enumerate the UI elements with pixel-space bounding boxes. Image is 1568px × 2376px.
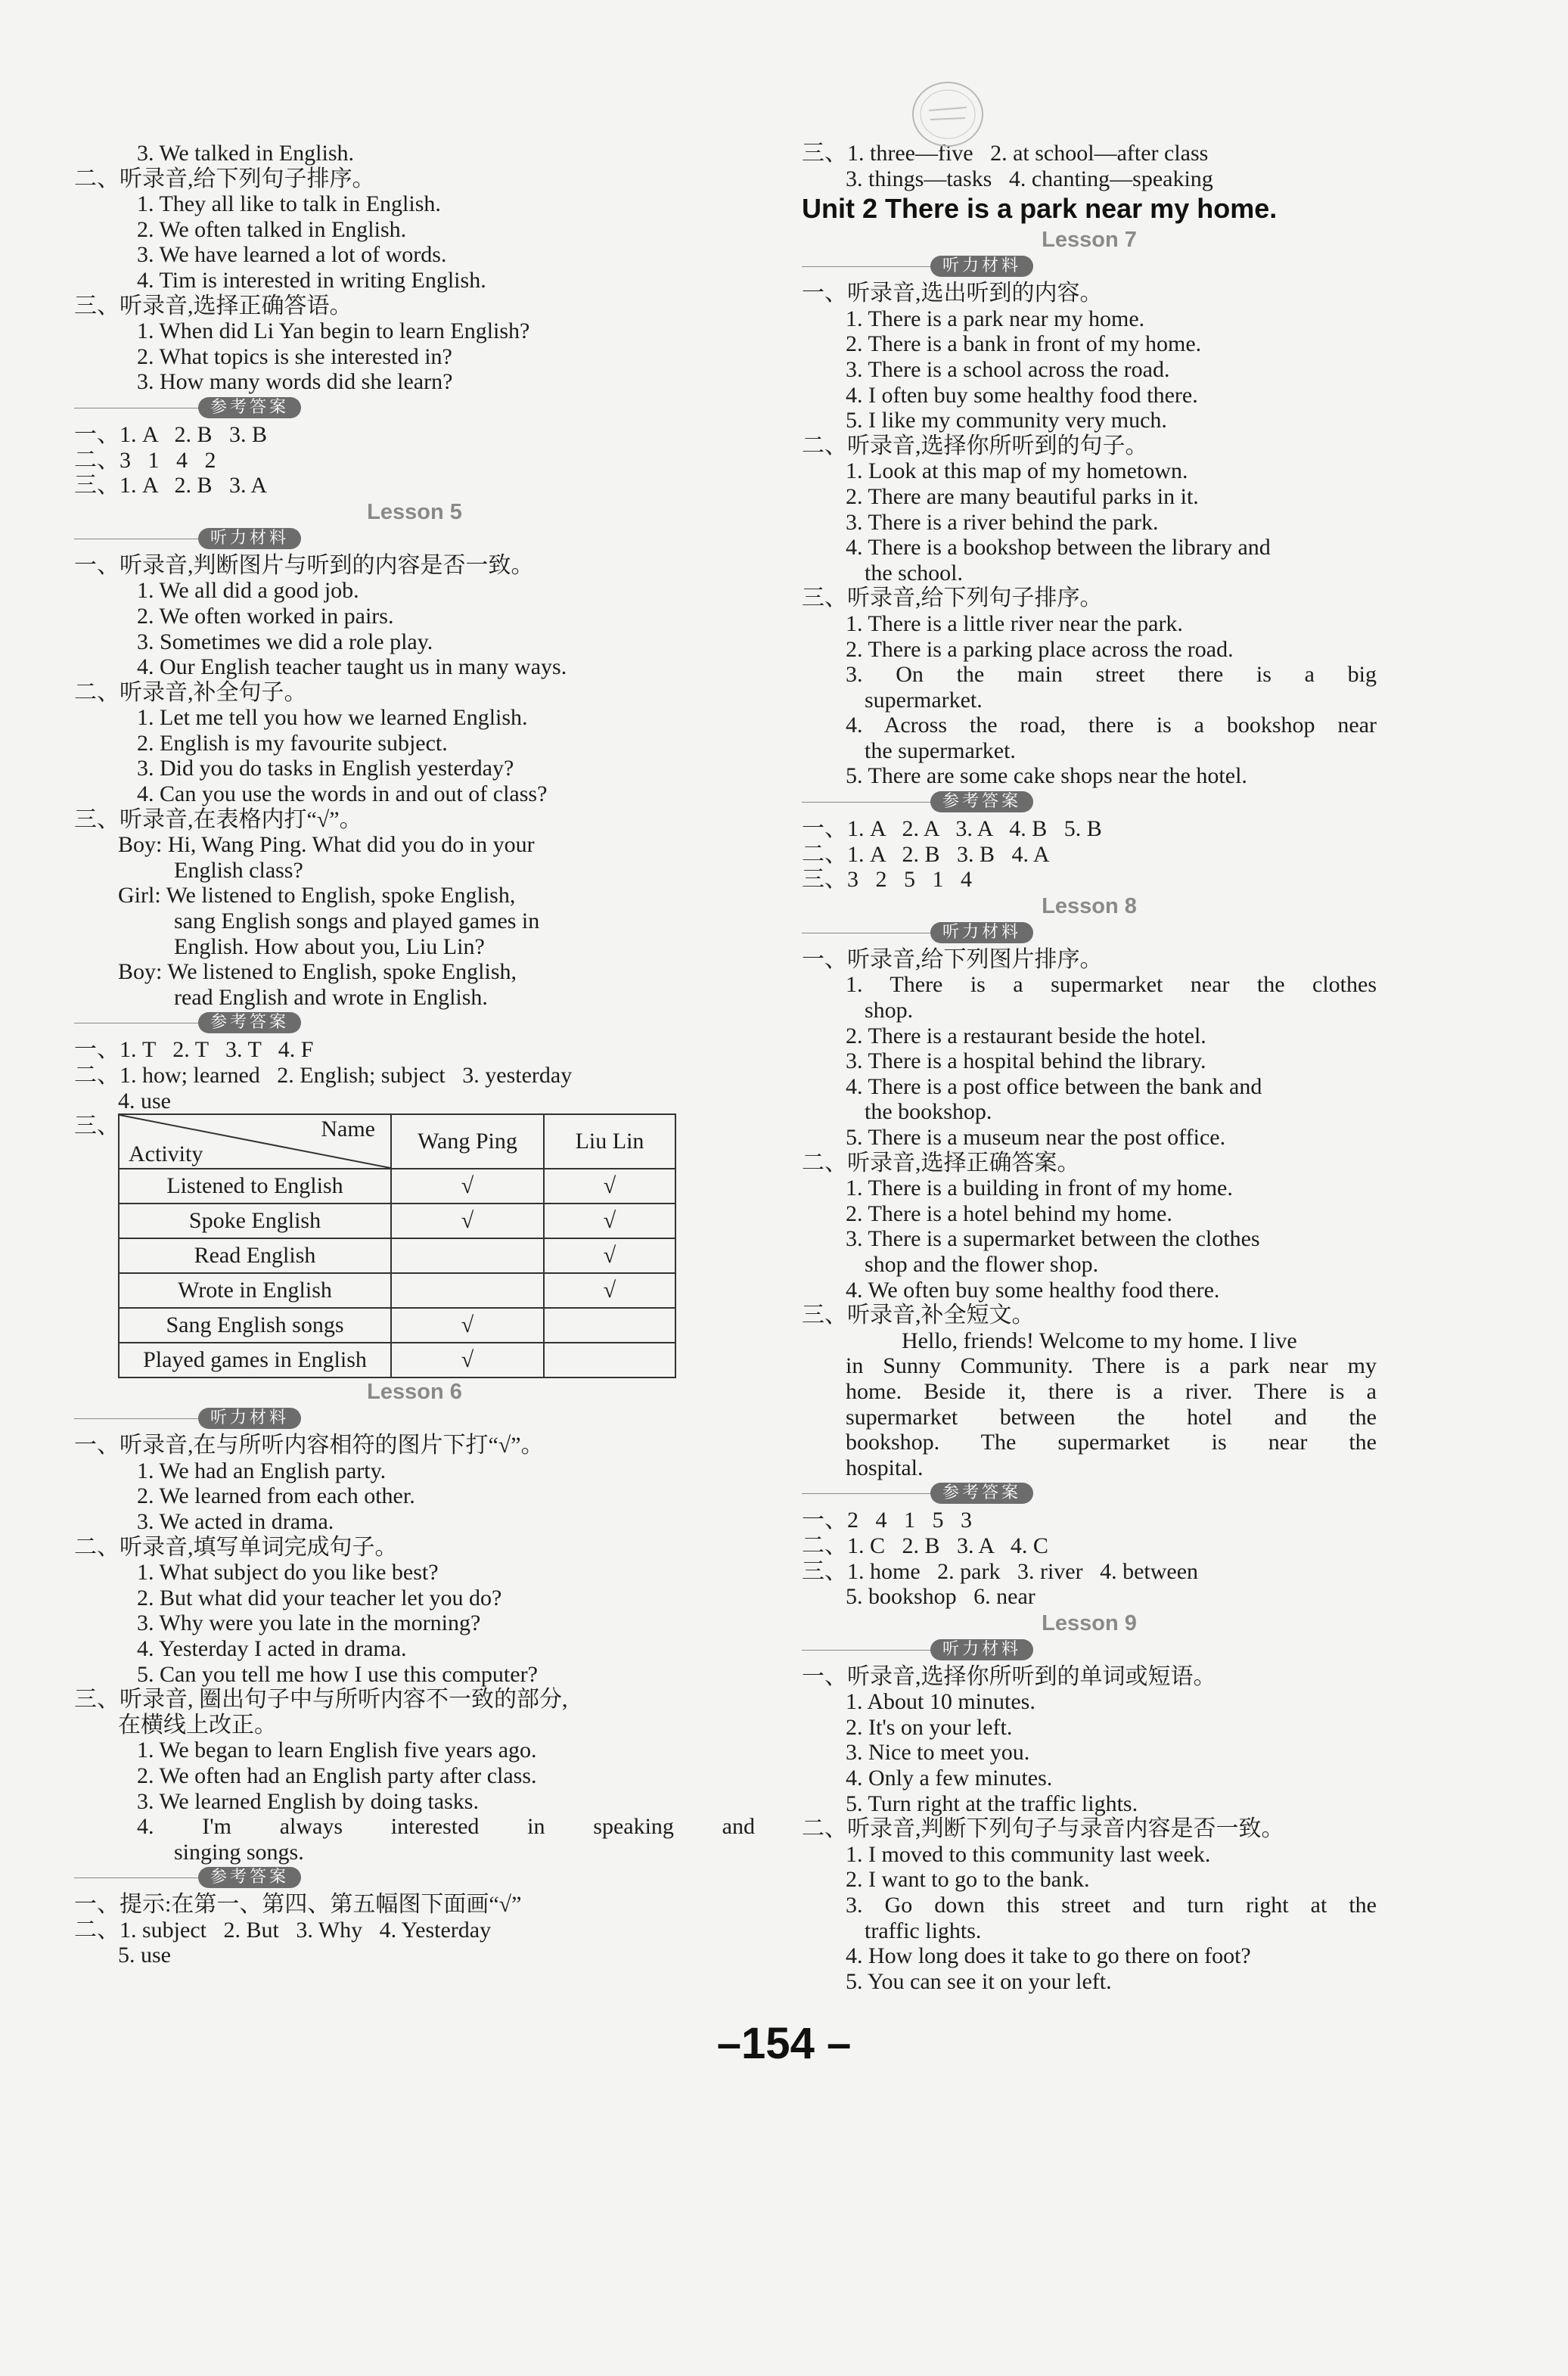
check-cell: √ xyxy=(391,1308,544,1343)
check-cell: √ xyxy=(544,1273,675,1308)
text-line: 4. There is a post office between the bank and xyxy=(846,1073,1262,1099)
reference-answer-label: 参考答案 xyxy=(198,1867,301,1888)
text-line: 三、听录音,选择正确答语。 xyxy=(74,293,352,318)
text-line: 2. We often had an English party after class. xyxy=(137,1763,537,1788)
text-line: 2. There is a parking place across the road. xyxy=(846,636,1234,662)
text-line: 2. We often worked in pairs. xyxy=(137,603,394,629)
text-line: 三、听录音,给下列句子排序。 xyxy=(802,585,1103,611)
text-line: Girl: We listened to English, spoke English, xyxy=(118,883,516,908)
bar-rule xyxy=(802,1493,945,1494)
text-line: the school. xyxy=(865,560,963,585)
text-line: 5. You can see it on your left. xyxy=(846,1968,1112,1994)
text-line: 5. use xyxy=(118,1943,171,1968)
listening-material-bar xyxy=(802,921,1377,944)
activity-cell: Played games in English xyxy=(119,1343,391,1377)
text-line: 2. What topics is she interested in? xyxy=(137,343,452,369)
check-cell xyxy=(544,1343,675,1377)
text-line: 一、1. T 2. T 3. T 4. F xyxy=(74,1037,314,1063)
text-line: 4. Yesterday I acted in drama. xyxy=(137,1635,407,1661)
listening-material-bar xyxy=(802,255,1377,278)
left-column xyxy=(74,141,755,1968)
text-line: sang English songs and played games in xyxy=(174,908,540,934)
text-line: 二、听录音,给下列句子排序。 xyxy=(74,166,375,191)
listening-material-label: 听力材料 xyxy=(930,1639,1033,1660)
text-line: 三、听录音,在表格内打“√”。 xyxy=(74,806,362,832)
header-activity: Activity xyxy=(129,1141,203,1166)
text-line: 二、1. how; learned 2. English; subject 3. yesterday xyxy=(74,1063,573,1088)
text-line: 2. I want to go to the bank. xyxy=(846,1867,1090,1893)
check-cell: √ xyxy=(391,1204,544,1238)
text-line: 一、听录音,选出听到的内容。 xyxy=(802,281,1103,306)
text-line: 三、1. A 2. B 3. A xyxy=(74,473,268,498)
lesson-heading: Lesson 9 xyxy=(1042,1610,1137,1635)
bar-rule xyxy=(802,1650,945,1651)
text-line: 3. We learned English by doing tasks. xyxy=(137,1788,479,1814)
check-cell: √ xyxy=(544,1204,675,1238)
text-line: 一、2 4 1 5 3 xyxy=(802,1508,972,1533)
reference-answer-bar xyxy=(802,790,1377,813)
listening-material-bar xyxy=(74,527,755,550)
text-line: 1. We all did a good job. xyxy=(137,578,359,604)
activity-cell: Wrote in English xyxy=(119,1273,391,1308)
table-row xyxy=(119,1273,675,1308)
text-line: 二、听录音,判断下列句子与录音内容是否一致。 xyxy=(802,1816,1284,1842)
text-line: 二、3 1 4 2 xyxy=(74,447,216,473)
right-column xyxy=(802,141,1377,1994)
text-line: supermarket between the hotel and the xyxy=(846,1404,1377,1430)
text-line: 二、1. subject 2. But 3. Why 4. Yesterday xyxy=(74,1917,492,1943)
text-line: English class? xyxy=(174,857,303,883)
text-line: singing songs. xyxy=(174,1839,304,1865)
text-line: 3. How many words did she learn? xyxy=(137,369,453,395)
text-line: home. Beside it, there is a river. There is a xyxy=(846,1378,1377,1404)
text-line: 2. We learned from each other. xyxy=(137,1483,415,1509)
text-line: the bookshop. xyxy=(865,1099,992,1125)
bar-rule xyxy=(74,1418,213,1419)
table-row xyxy=(119,1343,675,1377)
text-line: 4. Our English teacher taught us in many ways. xyxy=(137,654,567,680)
table-row xyxy=(119,1204,675,1238)
text-line: 4. Only a few minutes. xyxy=(846,1766,1053,1791)
text-line: 4. use xyxy=(118,1088,171,1113)
text-line: 二、1. A 2. B 3. B 4. A xyxy=(802,841,1050,867)
text-line: 三、1. three—five 2. at school—after class xyxy=(802,141,1209,166)
text-line: 1. When did Li Yan begin to learn English? xyxy=(137,318,530,344)
text-line: 1. Look at this map of my hometown. xyxy=(846,458,1188,484)
table-row xyxy=(119,1308,675,1343)
text-line: 二、听录音,补全句子。 xyxy=(74,679,307,705)
reference-answer-label: 参考答案 xyxy=(930,791,1033,812)
listening-material-bar xyxy=(802,1638,1377,1661)
activity-cell: Sang English songs xyxy=(119,1308,391,1343)
text-line: 3. Go down this street and turn right at the xyxy=(846,1893,1377,1918)
text-line: 3. We acted in drama. xyxy=(137,1508,334,1534)
text-line: 3. There is a river behind the park. xyxy=(846,509,1159,535)
text-line: 3. There is a supermarket between the clothes xyxy=(846,1226,1260,1252)
text-line: 1. They all like to talk in English. xyxy=(137,191,441,217)
text-line: traffic lights. xyxy=(865,1918,982,1943)
text-line: Boy: Hi, Wang Ping. What did you do in your xyxy=(118,832,535,858)
table-row xyxy=(119,1169,675,1204)
text-line: 5. Can you tell me how I use this computer? xyxy=(137,1661,538,1687)
text-line: 5. I like my community very much. xyxy=(846,408,1167,433)
text-line: 4. I'm always interested in speaking and xyxy=(137,1814,755,1840)
text-line: 三、听录音,补全短文。 xyxy=(802,1303,1035,1328)
reference-answer-bar xyxy=(74,1011,755,1034)
check-cell xyxy=(391,1238,544,1273)
text-line: 1. What subject do you like best? xyxy=(137,1560,439,1586)
column-header: Liu Lin xyxy=(544,1114,675,1169)
reference-answer-label: 参考答案 xyxy=(930,1483,1033,1504)
diagonal-header xyxy=(120,1115,390,1168)
text-line: 1. About 10 minutes. xyxy=(846,1689,1036,1715)
text-line: 一、提示:在第一、第四、第五幅图下面画“√” xyxy=(74,1892,522,1918)
text-line: 3. Nice to meet you. xyxy=(846,1740,1030,1766)
text-line: 4. Across the road, there is a bookshop near xyxy=(846,713,1377,738)
text-line: 一、1. A 2. B 3. B xyxy=(74,421,268,447)
text-line: 1. There is a park near my home. xyxy=(846,306,1145,331)
lesson-heading: Lesson 5 xyxy=(367,499,462,524)
text-line: 3. Why were you late in the morning? xyxy=(137,1610,481,1636)
listening-material-label: 听力材料 xyxy=(198,528,301,549)
text-line: 4. There is a bookshop between the library and xyxy=(846,535,1271,561)
text-line: 3. There is a hospital behind the library. xyxy=(846,1048,1206,1074)
text-line: English. How about you, Liu Lin? xyxy=(174,933,485,959)
check-cell: √ xyxy=(391,1343,544,1377)
text-line: 1. There is a supermarket near the clothes xyxy=(846,972,1377,998)
text-line: Hello, friends! Welcome to my home. I live xyxy=(902,1328,1297,1353)
text-line: 一、听录音,在与所听内容相符的图片下打“√”。 xyxy=(74,1433,544,1458)
text-line: 1. There is a little river near the park. xyxy=(846,610,1183,636)
check-cell xyxy=(391,1273,544,1308)
text-line: hospital. xyxy=(846,1455,924,1480)
text-line: 一、听录音,判断图片与听到的内容是否一致。 xyxy=(74,552,534,578)
text-line: Boy: We listened to English, spoke English, xyxy=(118,959,517,985)
text-line: 3. Sometimes we did a role play. xyxy=(137,629,433,654)
text-line: 4. Tim is interested in writing English. xyxy=(137,267,486,293)
text-line: 三、听录音, 圈出句子中与所听内容不一致的部分, xyxy=(74,1687,568,1713)
text-line: 1. I moved to this community last week. xyxy=(846,1841,1211,1867)
activity-cell: Spoke English xyxy=(119,1204,391,1238)
text-line: 2. English is my favourite subject. xyxy=(137,730,448,756)
text-line: 1. We had an English party. xyxy=(137,1458,387,1483)
table-prefix: 三、 xyxy=(74,1113,120,1139)
text-line: 在横线上改正。 xyxy=(118,1712,277,1738)
text-line: 3. We have learned a lot of words. xyxy=(137,242,447,268)
check-cell xyxy=(544,1308,675,1343)
text-line: 5. bookshop 6. near xyxy=(846,1584,1036,1610)
text-line: 二、听录音,选择正确答案。 xyxy=(802,1150,1080,1176)
reference-answer-label: 参考答案 xyxy=(198,1012,301,1033)
activity-cell: Listened to English xyxy=(119,1169,391,1204)
text-line: 5. There is a museum near the post office. xyxy=(846,1125,1226,1150)
unit-title: Unit 2 There is a park near my home. xyxy=(802,193,1278,225)
text-line: the supermarket. xyxy=(865,738,1016,763)
text-line: 5. Turn right at the traffic lights. xyxy=(846,1791,1138,1816)
lesson-heading: Lesson 8 xyxy=(1042,893,1137,918)
check-cell: √ xyxy=(544,1238,675,1273)
reference-answer-bar xyxy=(74,396,755,419)
text-line: read English and wrote in English. xyxy=(174,984,488,1010)
listening-material-bar xyxy=(74,1407,755,1430)
text-line: 一、听录音,给下列图片排序。 xyxy=(802,946,1103,972)
table-corner-cell xyxy=(119,1114,391,1169)
check-cell: √ xyxy=(544,1169,675,1204)
text-line: 二、1. C 2. B 3. A 4. C xyxy=(802,1533,1048,1558)
text-line: bookshop. The supermarket is near the xyxy=(846,1430,1377,1455)
text-line: 一、听录音,选择你所听到的单词或短语。 xyxy=(802,1663,1216,1689)
activity-cell: Read English xyxy=(119,1238,391,1273)
text-line: 二、听录音,填写单词完成句子。 xyxy=(74,1534,398,1560)
text-line: 1. Let me tell you how we learned English. xyxy=(137,705,528,731)
text-line: 2. There is a restaurant beside the hotel. xyxy=(846,1023,1206,1048)
text-line: 5. There are some cake shops near the hotel. xyxy=(846,763,1247,789)
text-line: 1. We began to learn English five years ago. xyxy=(137,1738,537,1763)
lesson-heading: Lesson 6 xyxy=(367,1380,462,1405)
table-header-row xyxy=(119,1114,675,1169)
text-line: 3. We talked in English. xyxy=(137,141,354,166)
stamp-mark xyxy=(906,73,989,156)
header-name: Name xyxy=(321,1117,375,1142)
text-line: 3. Did you do tasks in English yesterday? xyxy=(137,756,514,781)
reference-answer-bar xyxy=(802,1482,1377,1505)
text-line: 三、1. home 2. park 3. river 4. between xyxy=(802,1558,1199,1584)
text-line: in Sunny Community. There is a park near my xyxy=(846,1353,1377,1379)
text-line: shop and the flower shop. xyxy=(865,1251,1099,1277)
text-line: 2. There is a bank in front of my home. xyxy=(846,331,1202,357)
table-row xyxy=(119,1238,675,1273)
answer-table xyxy=(118,1113,676,1378)
text-line: supermarket. xyxy=(865,687,983,713)
column-header: Wang Ping xyxy=(391,1114,544,1169)
text-line: 一、1. A 2. A 3. A 4. B 5. B xyxy=(802,816,1102,842)
reference-answer-label: 参考答案 xyxy=(198,397,301,418)
text-line: 4. We often buy some healthy food there. xyxy=(846,1277,1220,1303)
listening-material-label: 听力材料 xyxy=(198,1408,301,1429)
text-line: 3. On the main street there is a big xyxy=(846,662,1377,688)
text-line: 2. There is a hotel behind my home. xyxy=(846,1200,1172,1226)
text-line: 2. We often talked in English. xyxy=(137,216,407,242)
text-line: 2. It's on your left. xyxy=(846,1714,1013,1740)
text-line: 2. There are many beautiful parks in it. xyxy=(846,483,1199,509)
text-line: 2. But what did your teacher let you do? xyxy=(137,1585,502,1610)
text-line: 4. Can you use the words in and out of class? xyxy=(137,781,548,807)
answer-table-block xyxy=(74,1113,755,1378)
listening-material-label: 听力材料 xyxy=(930,922,1033,943)
reference-answer-bar xyxy=(74,1866,755,1889)
text-line: 4. How long does it take to go there on foot? xyxy=(846,1943,1251,1969)
text-line: 二、听录音,选择你所听到的句子。 xyxy=(802,433,1148,458)
bar-rule xyxy=(802,802,945,803)
lesson-heading: Lesson 7 xyxy=(1042,228,1137,253)
text-line: 3. There is a school across the road. xyxy=(846,356,1170,382)
text-line: 1. There is a building in front of my home. xyxy=(846,1176,1233,1201)
listening-material-label: 听力材料 xyxy=(930,256,1033,277)
text-line: 3. things—tasks 4. chanting—speaking xyxy=(846,166,1213,191)
page-number: –154 – xyxy=(716,2019,852,2068)
text-line: shop. xyxy=(865,998,914,1023)
bar-rule xyxy=(802,266,945,267)
text-line: 4. I often buy some healthy food there. xyxy=(846,382,1198,408)
text-line: 三、3 2 5 1 4 xyxy=(802,867,972,893)
check-cell: √ xyxy=(391,1169,544,1204)
